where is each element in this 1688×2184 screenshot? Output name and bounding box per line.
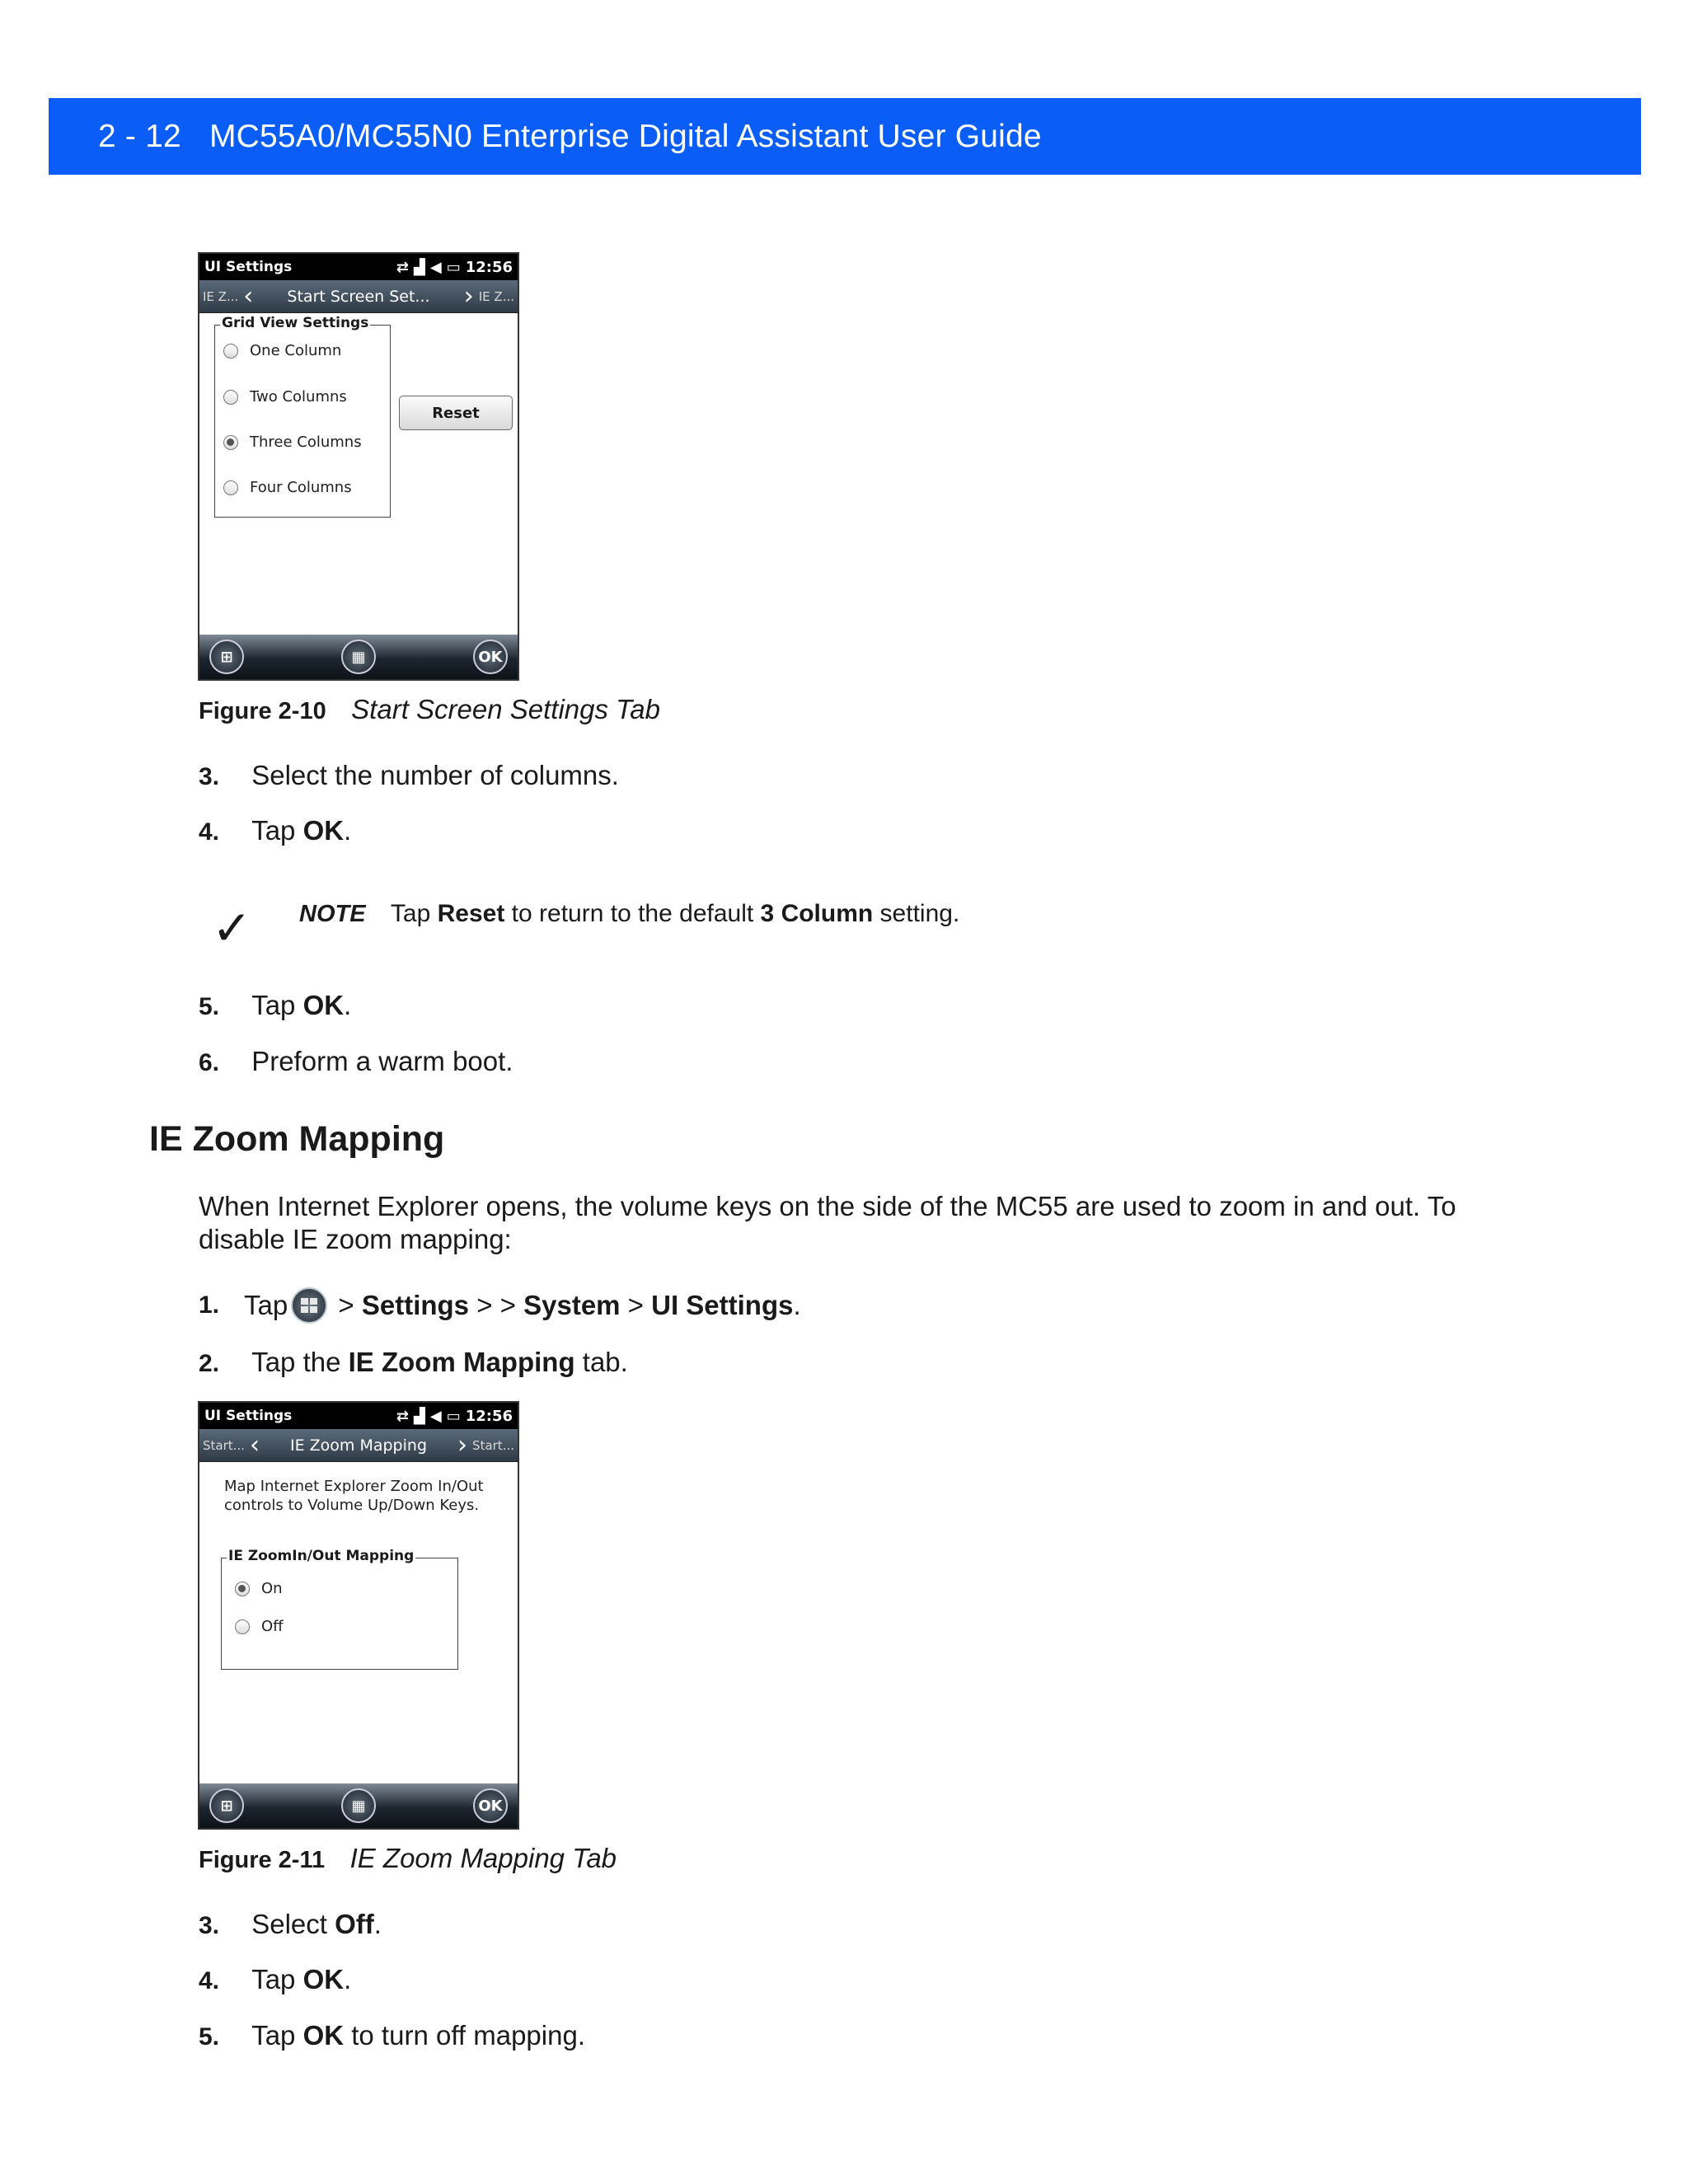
section-intro (199, 1190, 1456, 1256)
tab-current: Start Screen Set... (287, 287, 430, 306)
radio-circle[interactable] (235, 1619, 250, 1634)
ie-zoom-mapping-term: IE Zoom Mapping (348, 1347, 575, 1377)
radio-four-columns[interactable] (223, 479, 352, 496)
app-title: UI Settings (204, 1408, 293, 1424)
status-icons (396, 259, 513, 276)
settings-panel (199, 1462, 518, 1782)
connectivity-icon: ⇄ (396, 1407, 409, 1425)
step-number: 4. (199, 1967, 220, 1994)
tab-bar (199, 1429, 518, 1462)
clock: 12:56 (465, 1407, 513, 1425)
ie-zoom-group (221, 1548, 458, 1670)
clock: 12:56 (465, 258, 513, 276)
step-text (251, 1909, 382, 1939)
radio-circle-selected[interactable] (235, 1582, 250, 1596)
step-text-pre: Tap (251, 990, 303, 1020)
speaker-icon: ◀ (429, 1407, 442, 1425)
keyboard-icon[interactable]: ▦ (341, 1788, 376, 1823)
step-text (251, 2020, 585, 2050)
step-number: 4. (199, 818, 220, 846)
battery-icon: ▭ (446, 258, 461, 276)
step-text: Select the number of columns. (251, 760, 619, 790)
caption-label: Figure 2-10 (199, 698, 326, 724)
step-text-pre: Tap (251, 815, 303, 846)
note-text-pre: Tap (390, 900, 438, 927)
step-item (199, 760, 619, 791)
description-line: controls to Volume Up/Down Keys. (224, 1497, 480, 1514)
device-soft-key-bar (199, 1783, 518, 1828)
group-label: IE ZoomIn/Out Mapping (228, 1548, 415, 1564)
note-text-mid: to return to the default (504, 900, 761, 927)
device-title-bar (199, 254, 518, 280)
step-text-pre: Select (251, 1909, 335, 1939)
connectivity-icon: ⇄ (396, 258, 409, 276)
chevron-left-icon[interactable]: ‹ (243, 281, 254, 311)
note-text (391, 900, 959, 927)
radio-label: Four Columns (250, 479, 352, 496)
page-header (49, 98, 1641, 175)
step-text-post: tab. (574, 1347, 628, 1377)
step-item (199, 815, 351, 846)
radio-label: Three Columns (250, 434, 362, 451)
step-text-post: . (344, 990, 352, 1020)
step-number: 5. (199, 2023, 220, 2050)
step-number: 2. (199, 1350, 220, 1377)
step-text (251, 990, 351, 1020)
app-title: UI Settings (204, 259, 293, 275)
tab-prev[interactable]: Start... (203, 1437, 245, 1453)
caption-label: Figure 2-11 (199, 1847, 326, 1873)
ok-term: OK (302, 2020, 345, 2050)
ok-button[interactable]: OK (473, 1788, 508, 1823)
description-line: Map Internet Explorer Zoom In/Out (224, 1478, 484, 1495)
step-text-pre: Tap (251, 1964, 303, 1994)
tab-current: IE Zoom Mapping (290, 1436, 427, 1455)
step-number: 6. (199, 1049, 220, 1076)
radio-label: On (261, 1580, 283, 1597)
step-item (199, 1909, 382, 1940)
chevron-right-icon[interactable]: › (463, 281, 474, 311)
ok-term: OK (302, 815, 345, 846)
keyboard-icon[interactable]: ▦ (341, 640, 376, 674)
reset-term: Reset (437, 900, 505, 927)
step-item (199, 1347, 628, 1378)
chevron-left-icon[interactable]: ‹ (249, 1430, 260, 1460)
step-text-post: . (373, 1909, 382, 1939)
device-title-bar (199, 1403, 518, 1429)
tab-bar (199, 280, 518, 313)
page-number: 2 - 12 (98, 118, 181, 154)
step-text-pre: Tap (251, 2020, 303, 2050)
step-number: 3. (199, 1912, 220, 1939)
off-term: Off (335, 1909, 374, 1939)
radio-three-columns[interactable] (223, 434, 362, 451)
step-text-pre: Tap the (251, 1347, 349, 1377)
step-text-post: . (344, 815, 352, 846)
step-number: 5. (199, 993, 220, 1020)
step-text (251, 1964, 351, 1994)
radio-label: Two Columns (250, 388, 347, 405)
status-icons (396, 1408, 513, 1425)
separator: > (331, 1290, 362, 1320)
step-text-pre: Tap (244, 1290, 288, 1320)
step-item (199, 2020, 585, 2051)
figure-caption (199, 694, 660, 725)
document-title: MC55A0/MC55N0 Enterprise Digital Assistant User Guide (209, 118, 1042, 154)
ok-term: OK (302, 1964, 345, 1994)
caption-text: IE Zoom Mapping Tab (349, 1843, 617, 1873)
step-text (251, 815, 351, 846)
windows-start-icon[interactable]: ⊞ (209, 640, 244, 674)
section-heading: IE Zoom Mapping (149, 1119, 445, 1159)
windows-start-icon (291, 1287, 327, 1324)
group-label: Grid View Settings (222, 315, 369, 331)
ok-button[interactable]: OK (473, 640, 508, 674)
caption-text: Start Screen Settings Tab (351, 694, 660, 724)
signal-icon: ▟ (414, 1407, 425, 1425)
step-text-post: . (793, 1290, 801, 1320)
note-label: NOTE (299, 901, 366, 927)
radio-two-columns[interactable] (223, 388, 347, 405)
settings-panel (199, 313, 518, 633)
signal-icon: ▟ (414, 258, 425, 276)
reset-button[interactable]: Reset (399, 396, 513, 430)
windows-start-icon[interactable]: ⊞ (209, 1788, 244, 1823)
figure-start-screen-settings (198, 252, 519, 681)
radio-one-column[interactable] (223, 342, 341, 359)
step-text (251, 1347, 628, 1377)
step-text: Preform a warm boot. (251, 1046, 513, 1076)
ui-settings-term: UI Settings (651, 1290, 794, 1320)
step-text-post: to turn off mapping. (344, 2020, 585, 2050)
ok-term: OK (302, 990, 345, 1020)
radio-circle[interactable] (223, 480, 238, 495)
checkmark-icon: ✓ (212, 902, 252, 955)
intro-line: disable IE zoom mapping: (199, 1224, 512, 1254)
device-soft-key-bar (199, 635, 518, 679)
battery-icon: ▭ (446, 1407, 461, 1425)
chevron-right-icon[interactable]: › (457, 1430, 468, 1460)
step-number: 3. (199, 763, 220, 790)
radio-circle-selected[interactable] (223, 435, 238, 450)
radio-label: One Column (250, 342, 342, 359)
settings-term: Settings (361, 1290, 470, 1320)
radio-label: Off (261, 1618, 284, 1635)
tab-prev[interactable]: IE Z... (203, 288, 239, 304)
column-term: 3 Column (760, 900, 874, 927)
step-text-post: . (344, 1964, 352, 1994)
speaker-icon: ◀ (429, 258, 442, 276)
radio-circle[interactable] (223, 390, 238, 405)
note (299, 900, 959, 928)
figure-caption (199, 1843, 617, 1874)
note-text-post: setting. (873, 900, 960, 927)
step-item (199, 990, 351, 1021)
step-item (199, 1964, 351, 1995)
radio-circle[interactable] (223, 344, 238, 359)
step-text (244, 1287, 801, 1324)
figure-ie-zoom-mapping (198, 1401, 519, 1830)
system-term: System (523, 1290, 621, 1320)
grid-view-group (214, 315, 391, 518)
separator: > (620, 1290, 652, 1320)
tab-next[interactable]: Start... (472, 1437, 514, 1453)
radio-on[interactable] (235, 1580, 283, 1597)
step-item (199, 1046, 513, 1077)
separator: > > (469, 1290, 524, 1320)
step-number: 1. (199, 1291, 220, 1319)
intro-line: When Internet Explorer opens, the volume keys on the side of the MC55 are used to zoom in and out. To (199, 1191, 1456, 1221)
tab-next[interactable]: IE Z... (478, 288, 514, 304)
radio-off[interactable] (235, 1618, 284, 1635)
description (224, 1477, 484, 1515)
step-item (199, 1287, 801, 1324)
